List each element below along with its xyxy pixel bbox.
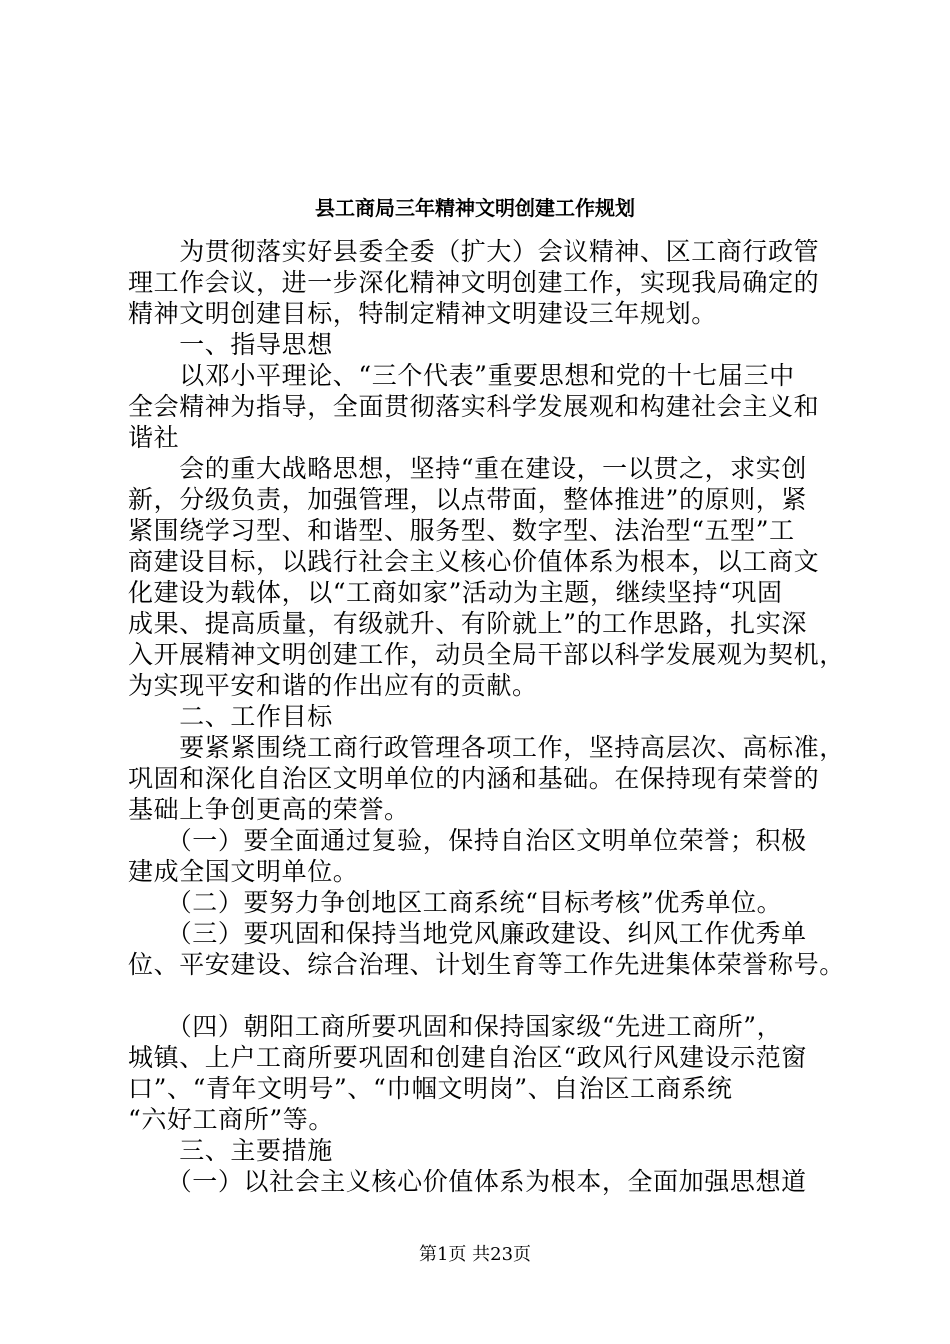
- body-line: “六好工商所”等。: [128, 1105, 334, 1134]
- body-line: （二）要努力争创地区工商系统“目标考核”优秀单位。: [128, 888, 783, 917]
- body-line: 精神文明创建目标，特制定精神文明建设三年规划。: [128, 299, 717, 328]
- body-line: 城镇、上户工商所要巩固和创建自治区“政风行风建设示范窗: [128, 1043, 807, 1072]
- document-body: [128, 236, 848, 1197]
- body-line: 建成全国文明单位。: [128, 857, 359, 886]
- body-line: （三）要巩固和保持当地党风廉政建设、纠风工作优秀单: [128, 919, 807, 948]
- body-line: 会的重大战略思想，坚持“重在建设，一以贯之，求实创: [128, 454, 807, 483]
- body-line: 二、工作目标: [128, 702, 333, 731]
- body-line: 商建设目标，以践行社会主义核心价值体系为根本，以工商文: [128, 547, 820, 576]
- document-title: 县工商局三年精神文明创建工作规划: [315, 196, 635, 220]
- body-line: 全会精神为指导，全面贯彻落实科学发展观和构建社会主义和: [128, 392, 820, 421]
- body-line: 成果、提高质量，有级就升、有阶就上”的工作思路，扎实深: [128, 609, 807, 638]
- body-line: 一、指导思想: [128, 330, 333, 359]
- body-line: 为实现平安和谐的作出应有的贡献。: [128, 671, 538, 700]
- body-line: 基础上争创更高的荣誉。: [128, 795, 410, 824]
- body-line: （一）以社会主义核心价值体系为根本，全面加强思想道: [128, 1167, 807, 1196]
- body-line: 理工作会议，进一步深化精神文明创建工作，实现我局确定的: [128, 268, 820, 297]
- body-line: 三、主要措施: [128, 1136, 333, 1165]
- body-line: 新，分级负责，加强管理，以点带面，整体推进”的原则，紧: [128, 485, 807, 514]
- body-line: 位、平安建设、综合治理、计划生育等工作先进集体荣誉称号。: [128, 950, 845, 979]
- body-line: 化建设为载体，以“工商如家”活动为主题，继续坚持“巩固: [128, 578, 783, 607]
- body-line: 紧围绕学习型、和谐型、服务型、数字型、法治型“五型”工: [128, 516, 795, 545]
- body-line: 以邓小平理论、“三个代表”重要思想和党的十七届三中: [128, 361, 795, 390]
- body-line: 谐社: [128, 423, 180, 452]
- blank-line: [128, 980, 848, 1011]
- body-line: 为贯彻落实好县委全委（扩大）会议精神、区工商行政管: [128, 237, 820, 266]
- body-line: 巩固和深化自治区文明单位的内涵和基础。在保持现有荣誉的: [128, 764, 820, 793]
- body-line: （一）要全面通过复验，保持自治区文明单位荣誉；积极: [128, 826, 807, 855]
- body-line: （四）朝阳工商所要巩固和保持国家级“先进工商所”，: [128, 1012, 783, 1041]
- body-line: 要紧紧围绕工商行政管理各项工作，坚持高层次、高标准，: [128, 733, 845, 762]
- body-line: 入开展精神文明创建工作，动员全局干部以科学发展观为契机，: [128, 640, 845, 669]
- page-footer: 第1页 共23页: [418, 1244, 532, 1265]
- body-line: 口”、“青年文明号”、“巾帼文明岗”、自治区工商系统: [128, 1074, 733, 1103]
